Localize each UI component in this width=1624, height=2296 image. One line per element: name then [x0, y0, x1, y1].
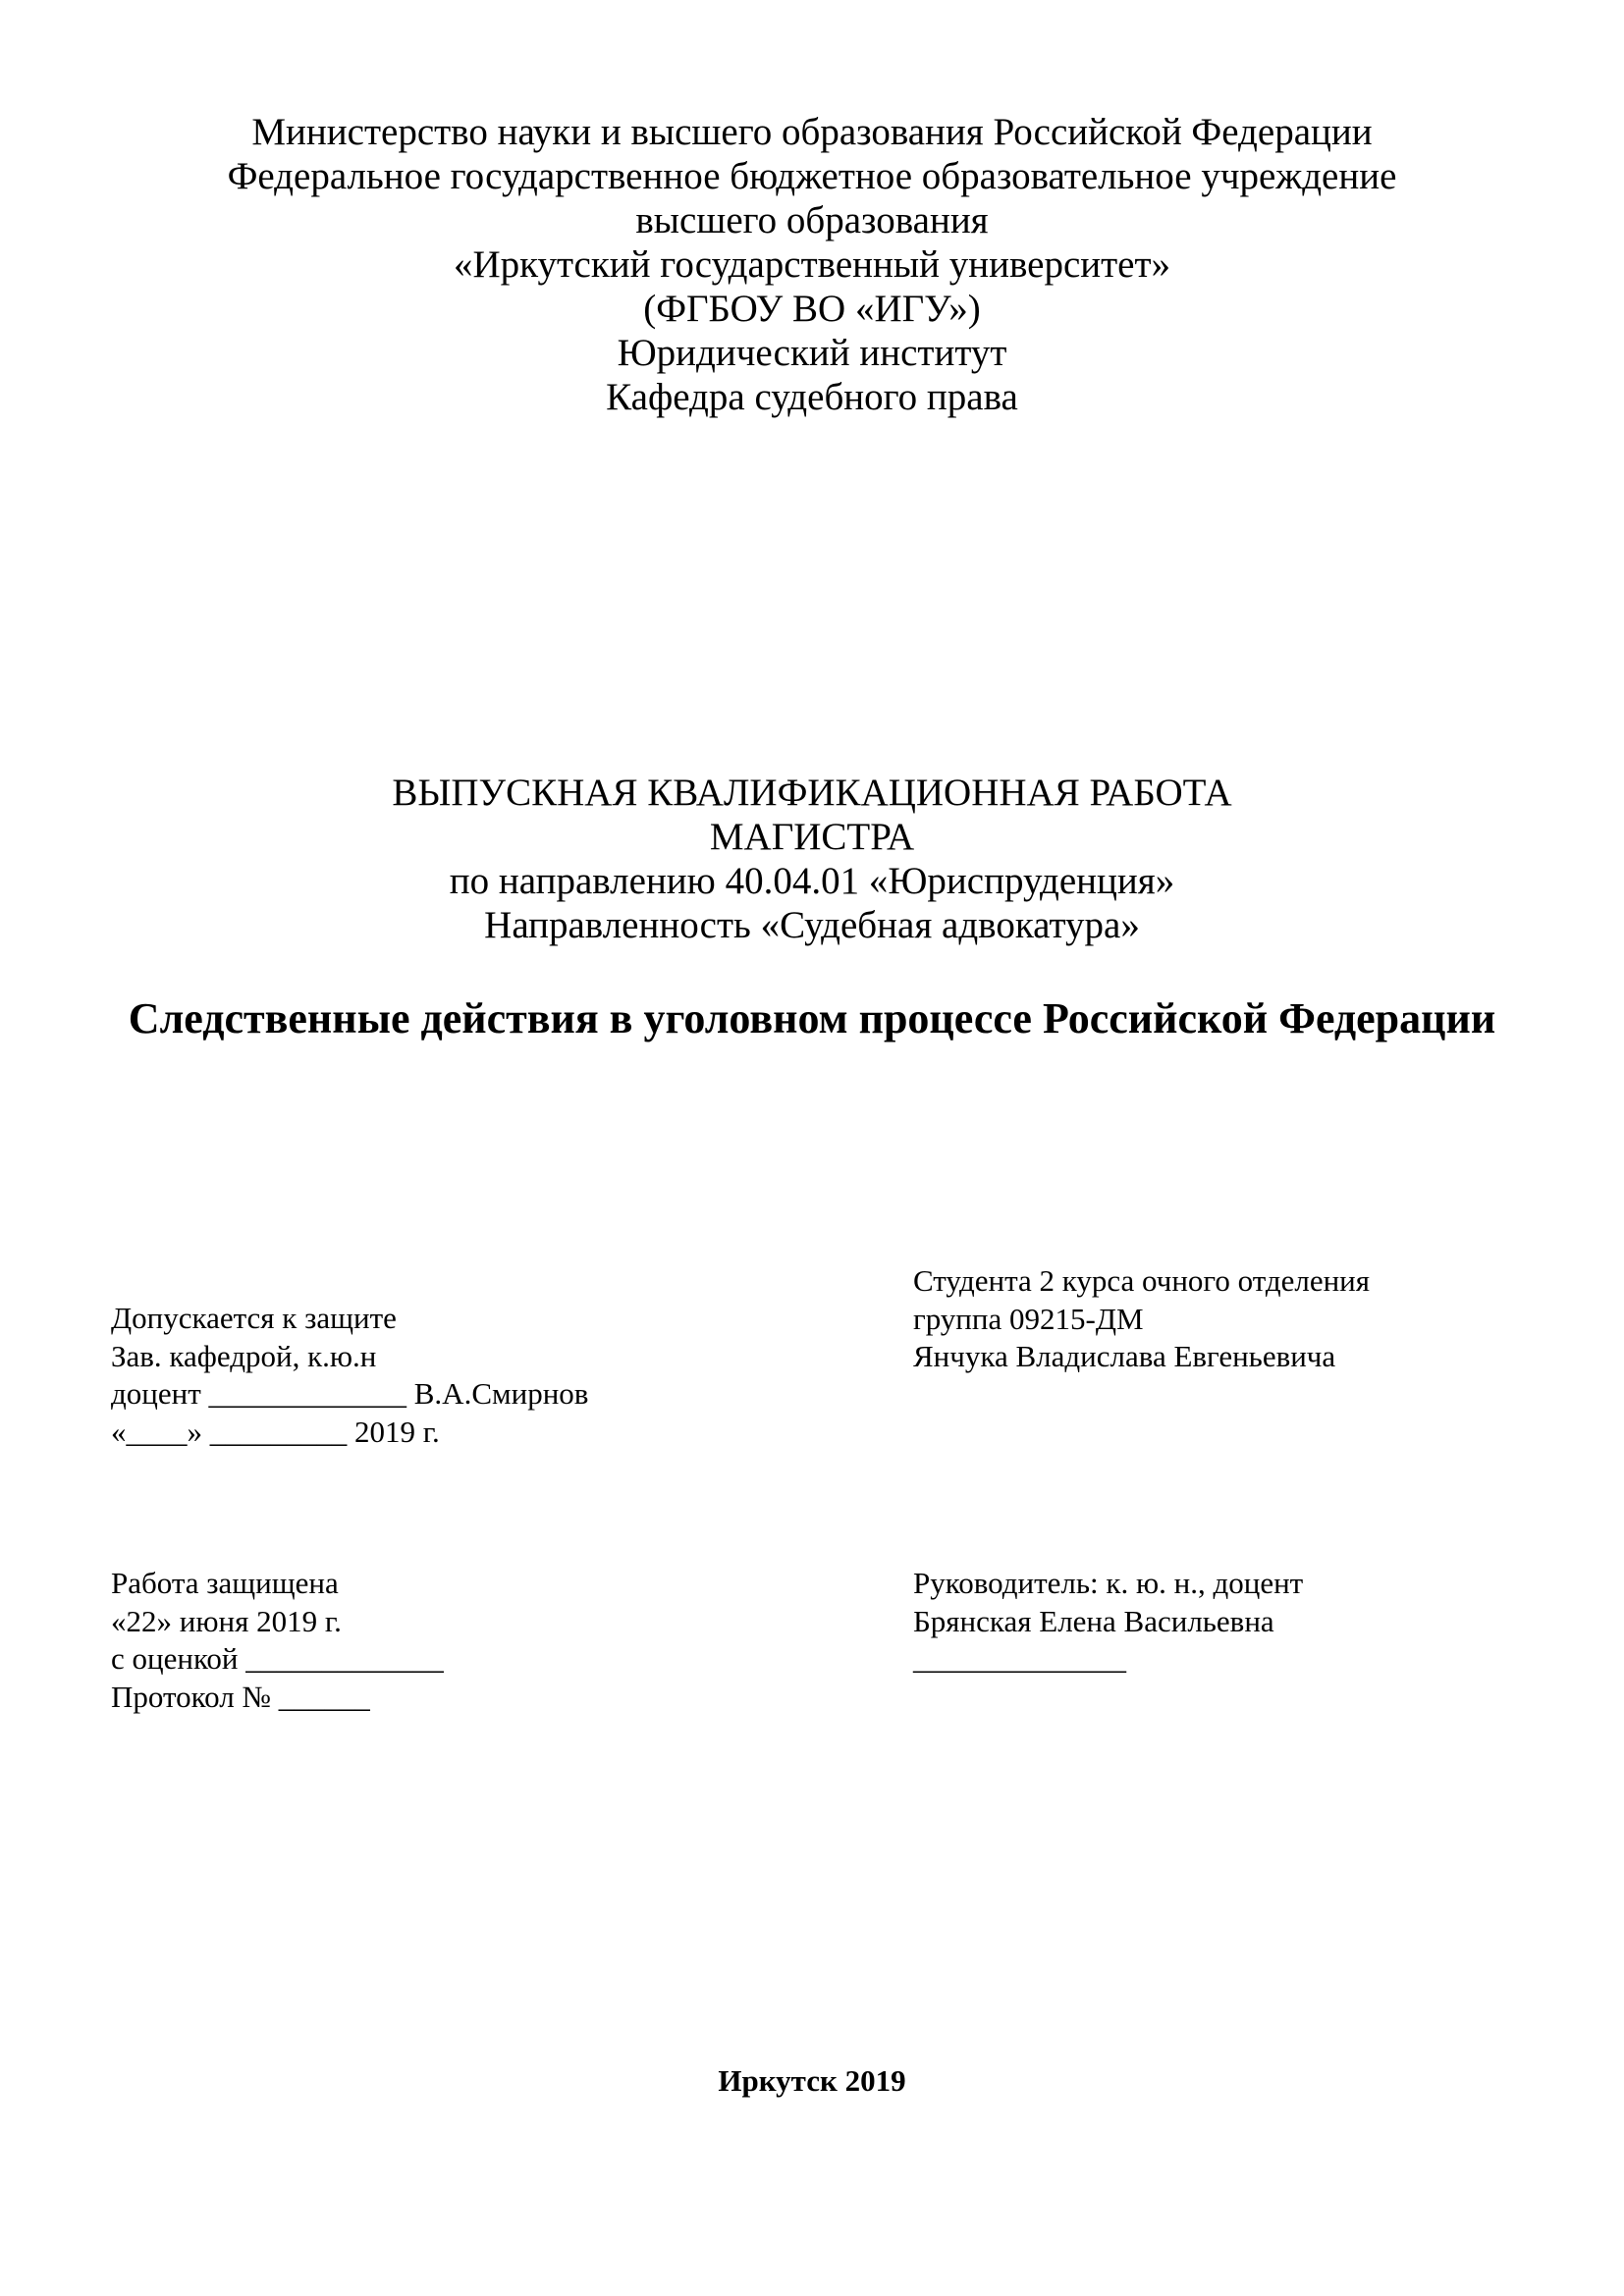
ministry-line: Министерство науки и высшего образования Российской Федерации	[251, 111, 1373, 153]
institution-type-line: Федеральное государственное бюджетное образовательное учреждение	[227, 155, 1397, 197]
admission-line: Допускается к защите	[111, 1301, 397, 1335]
supervisor-title-line: Руководитель: к. ю. н., доцент	[913, 1566, 1304, 1600]
supervisor-block	[913, 1565, 1303, 1679]
docent-signature-line: доцент _____________ В.А.Смирнов	[111, 1376, 589, 1411]
supervisor-name-line: Брянская Елена Васильевна	[913, 1603, 1274, 1638]
defense-date-line: «22» июня 2019 г.	[111, 1603, 342, 1638]
admission-date-line: «____» _________ 2019 г.	[111, 1414, 440, 1449]
student-course-line: Студента 2 курса очного отделения	[913, 1263, 1371, 1298]
defense-block	[111, 1565, 444, 1716]
specialization-line: Направленность «Судебная адвокатура»	[484, 904, 1140, 946]
education-level-line: высшего образования	[635, 199, 989, 241]
university-abbr-line: (ФГБОУ ВО «ИГУ»)	[643, 288, 981, 330]
thesis-title: Следственные действия в уголовном процессе Российской Федерации	[128, 994, 1496, 1042]
university-name-line: «Иркутский государственный университет»	[453, 243, 1171, 286]
protocol-line: Протокол № ______	[111, 1679, 370, 1714]
defense-status-line: Работа защищена	[111, 1566, 339, 1600]
student-block	[913, 1262, 1370, 1376]
admission-block	[111, 1300, 588, 1451]
institute-line: Юридический институт	[617, 332, 1007, 374]
department-line: Кафедра судебного права	[606, 376, 1018, 418]
city-year: Иркутск 2019	[718, 2063, 906, 2098]
student-group-line: группа 09215-ДМ	[913, 1301, 1144, 1336]
grade-line: с оценкой _____________	[111, 1641, 444, 1676]
student-name-line: Янчука Владислава Евгеньевича	[913, 1339, 1336, 1373]
institution-header	[0, 110, 1624, 419]
work-type-block	[0, 771, 1624, 947]
head-of-department-line: Зав. кафедрой, к.ю.н	[111, 1338, 377, 1373]
degree-line: МАГИСТРА	[709, 816, 915, 858]
supervisor-signature-line: ______________	[913, 1641, 1126, 1676]
direction-line: по направлению 40.04.01 «Юриспруденция»	[449, 860, 1175, 902]
work-type-line: ВЫПУСКНАЯ КВАЛИФИКАЦИОННАЯ РАБОТА	[392, 772, 1232, 814]
